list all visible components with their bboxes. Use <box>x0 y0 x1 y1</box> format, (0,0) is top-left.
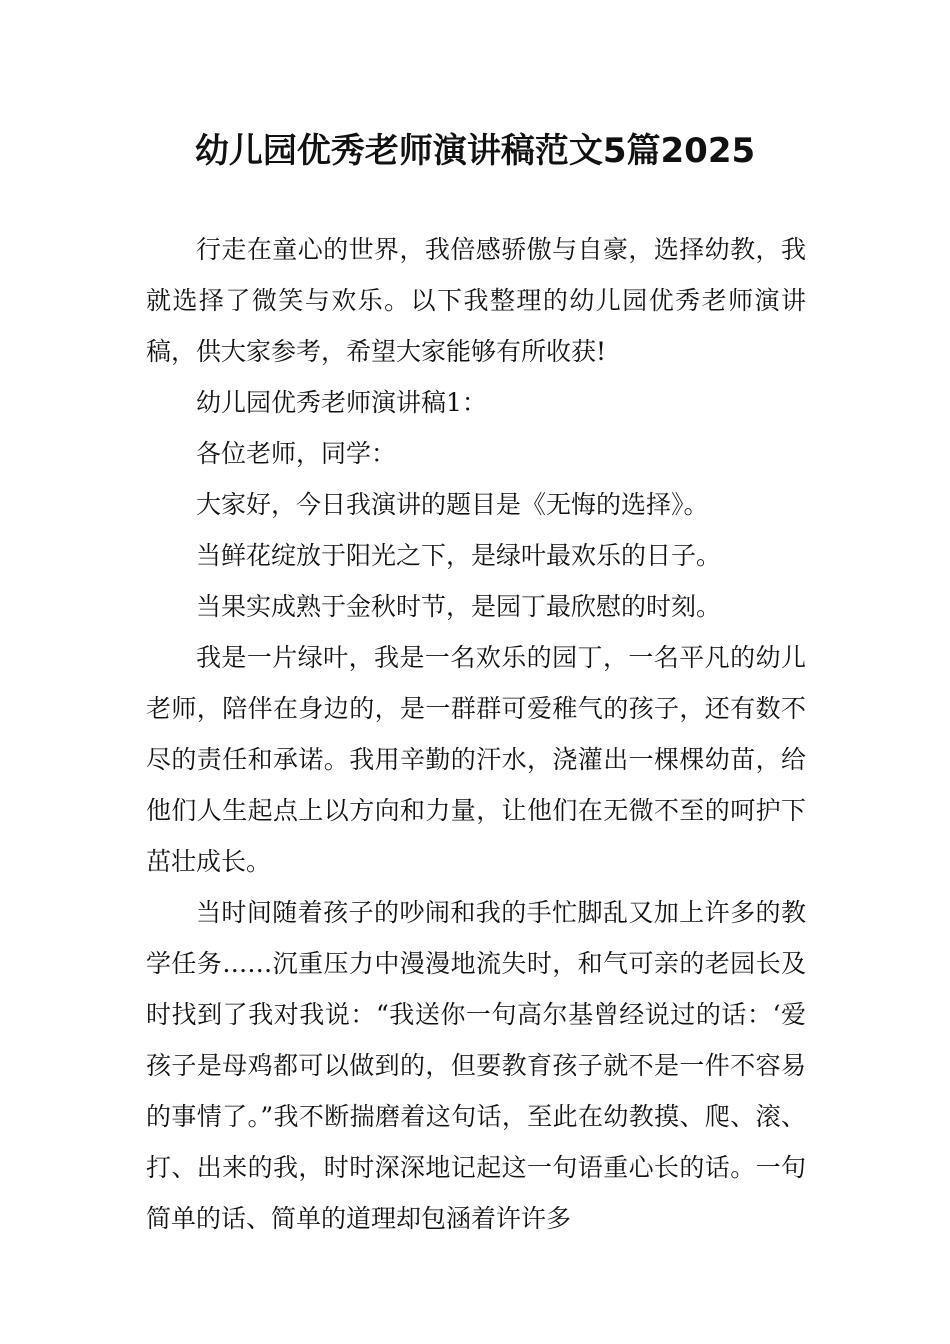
body-paragraph: 当鲜花绽放于阳光之下，是绿叶最欢乐的日子。 <box>196 541 722 570</box>
speech-heading: 幼儿园优秀老师演讲稿1： <box>196 388 487 417</box>
greeting-paragraph: 大家好，今日我演讲的题目是《无悔的选择》。 <box>196 490 709 519</box>
document-body <box>146 224 806 1244</box>
salutation: 各位老师，同学： <box>196 439 397 468</box>
body-paragraph: 我是一片绿叶，我是一名欢乐的园丁，一名平凡的幼儿老师，陪伴在身边的，是一群群可爱稚气的孩子，还有数不尽的责任和承诺。我用辛勤的汗水，浇灌出一棵棵幼苗，给他们人生起点上以方向和力量，让他们在无微不至的呵护下茁壮成长。 <box>146 643 806 876</box>
body-paragraph: 当果实成熟于金秋时节，是园丁最欣慰的时刻。 <box>196 592 722 621</box>
document-title: 幼儿园优秀老师演讲稿范文5篇2025 <box>194 131 756 171</box>
body-paragraph: 当时间随着孩子的吵闹和我的手忙脚乱又加上许多的教学任务……沉重压力中漫漫地流失时，和气可亲的老园长及时找到了我对我说：“我送你一句高尔基曾经说过的话：‘爱孩子是母鸡都可以做到的，但要教育孩子就不是一件不容易的事情了。”我不断揣磨着这句话，至此在幼教摸、爬、滚、打、出来的我，时时深深地记起这一句语重心长的话。一句简单的话、简单的道理却包涵着许许多 <box>146 898 806 1233</box>
intro-paragraph: 行走在童心的世界，我倍感骄傲与自豪，选择幼教，我就选择了微笑与欢乐。以下我整理的幼儿园优秀老师演讲稿，供大家参考，希望大家能够有所收获! <box>146 235 806 366</box>
